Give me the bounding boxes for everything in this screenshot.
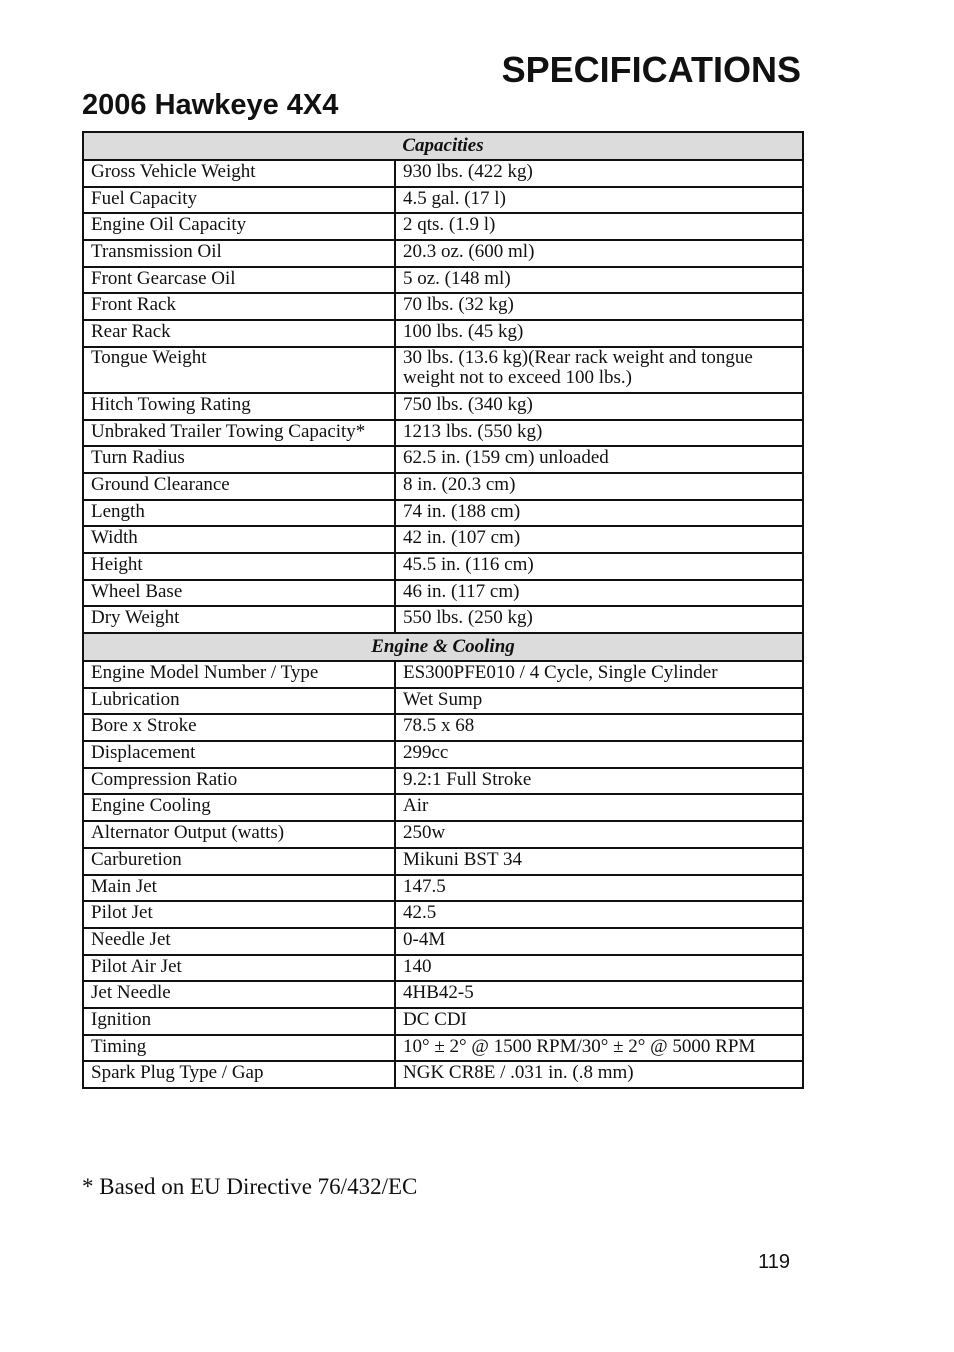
page-number: 119	[758, 1251, 790, 1273]
spec-value: 100 lbs. (45 kg)	[395, 320, 803, 347]
spec-value: NGK CR8E / .031 in. (.8 mm)	[395, 1061, 803, 1088]
spec-label: Length	[83, 500, 395, 527]
spec-label: Ignition	[83, 1008, 395, 1035]
spec-label: Pilot Air Jet	[83, 955, 395, 982]
table-row	[83, 981, 803, 1008]
spec-label: Pilot Jet	[83, 901, 395, 928]
spec-label: Front Gearcase Oil	[83, 267, 395, 294]
spec-label: Engine Model Number / Type	[83, 661, 395, 688]
spec-label: Turn Radius	[83, 446, 395, 473]
spec-label: Alternator Output (watts)	[83, 821, 395, 848]
spec-value: 42 in. (107 cm)	[395, 526, 803, 553]
table-row	[83, 187, 803, 214]
spec-value: 5 oz. (148 ml)	[395, 267, 803, 294]
spec-value: 42.5	[395, 901, 803, 928]
table-row	[83, 794, 803, 821]
table-row	[83, 320, 803, 347]
table-row	[83, 661, 803, 688]
table-row	[83, 1035, 803, 1062]
table-row	[83, 901, 803, 928]
table-row	[83, 875, 803, 902]
table-row	[83, 446, 803, 473]
spec-label: Compression Ratio	[83, 768, 395, 795]
spec-value: 30 lbs. (13.6 kg)(Rear rack weight and tongue weight not to exceed 100 lbs.)	[395, 347, 803, 393]
table-row	[83, 240, 803, 267]
spec-label: Tongue Weight	[83, 347, 395, 393]
spec-value: 1213 lbs. (550 kg)	[395, 420, 803, 447]
table-row	[83, 500, 803, 527]
table-row	[83, 473, 803, 500]
table-row	[83, 393, 803, 420]
table-row	[83, 267, 803, 294]
table-row	[83, 821, 803, 848]
spec-label: Wheel Base	[83, 580, 395, 607]
spec-label: Hitch Towing Rating	[83, 393, 395, 420]
spec-value: 45.5 in. (116 cm)	[395, 553, 803, 580]
spec-label: Width	[83, 526, 395, 553]
table-row	[83, 848, 803, 875]
spec-label: Carburetion	[83, 848, 395, 875]
section-header-row	[83, 633, 803, 661]
spec-value: 0-4M	[395, 928, 803, 955]
spec-value: Wet Sump	[395, 688, 803, 715]
spec-label: Transmission Oil	[83, 240, 395, 267]
specifications-table	[82, 131, 804, 1089]
spec-label: Jet Needle	[83, 981, 395, 1008]
spec-label: Front Rack	[83, 293, 395, 320]
spec-value: 4.5 gal. (17 l)	[395, 187, 803, 214]
spec-value: DC CDI	[395, 1008, 803, 1035]
table-row	[83, 688, 803, 715]
table-row	[83, 580, 803, 607]
table-row	[83, 347, 803, 393]
table-row	[83, 1061, 803, 1088]
table-row	[83, 420, 803, 447]
section-title: Capacities	[83, 132, 803, 160]
table-row	[83, 741, 803, 768]
spec-value: ES300PFE010 / 4 Cycle, Single Cylinder	[395, 661, 803, 688]
spec-label: Main Jet	[83, 875, 395, 902]
table-row	[83, 293, 803, 320]
spec-value: 930 lbs. (422 kg)	[395, 160, 803, 187]
spec-label: Ground Clearance	[83, 473, 395, 500]
spec-value: 4HB42-5	[395, 981, 803, 1008]
table-row	[83, 928, 803, 955]
spec-label: Height	[83, 553, 395, 580]
section-title: Engine & Cooling	[83, 633, 803, 661]
spec-label: Spark Plug Type / Gap	[83, 1061, 395, 1088]
spec-label: Engine Cooling	[83, 794, 395, 821]
spec-value: 140	[395, 955, 803, 982]
spec-value: 147.5	[395, 875, 803, 902]
table-row	[83, 526, 803, 553]
spec-value: 8 in. (20.3 cm)	[395, 473, 803, 500]
spec-value: 46 in. (117 cm)	[395, 580, 803, 607]
table-row	[83, 768, 803, 795]
spec-label: Fuel Capacity	[83, 187, 395, 214]
table-row	[83, 160, 803, 187]
table-row	[83, 955, 803, 982]
spec-value: 78.5 x 68	[395, 714, 803, 741]
spec-label: Dry Weight	[83, 606, 395, 633]
spec-label: Timing	[83, 1035, 395, 1062]
model-title: 2006 Hawkeye 4X4	[82, 89, 339, 121]
table-row	[83, 606, 803, 633]
page-header-title: SPECIFICATIONS	[501, 49, 801, 90]
spec-label: Lubrication	[83, 688, 395, 715]
spec-value: 750 lbs. (340 kg)	[395, 393, 803, 420]
spec-label: Engine Oil Capacity	[83, 213, 395, 240]
spec-value: Air	[395, 794, 803, 821]
table-row	[83, 1008, 803, 1035]
spec-label: Gross Vehicle Weight	[83, 160, 395, 187]
spec-value: 250w	[395, 821, 803, 848]
table-row	[83, 553, 803, 580]
spec-label: Displacement	[83, 741, 395, 768]
spec-value: 20.3 oz. (600 ml)	[395, 240, 803, 267]
spec-value: 2 qts. (1.9 l)	[395, 213, 803, 240]
spec-label: Rear Rack	[83, 320, 395, 347]
spec-value: 10° ± 2° @ 1500 RPM/30° ± 2° @ 5000 RPM	[395, 1035, 803, 1062]
spec-value: 299cc	[395, 741, 803, 768]
table-row	[83, 714, 803, 741]
spec-label: Needle Jet	[83, 928, 395, 955]
table-row	[83, 213, 803, 240]
spec-label: Unbraked Trailer Towing Capacity*	[83, 420, 395, 447]
spec-value: 74 in. (188 cm)	[395, 500, 803, 527]
spec-value: 550 lbs. (250 kg)	[395, 606, 803, 633]
spec-value: 70 lbs. (32 kg)	[395, 293, 803, 320]
spec-label: Bore x Stroke	[83, 714, 395, 741]
spec-value: 9.2:1 Full Stroke	[395, 768, 803, 795]
footnote: * Based on EU Directive 76/432/EC	[82, 1174, 418, 1199]
spec-value: 62.5 in. (159 cm) unloaded	[395, 446, 803, 473]
section-header-row	[83, 132, 803, 160]
spec-value: Mikuni BST 34	[395, 848, 803, 875]
